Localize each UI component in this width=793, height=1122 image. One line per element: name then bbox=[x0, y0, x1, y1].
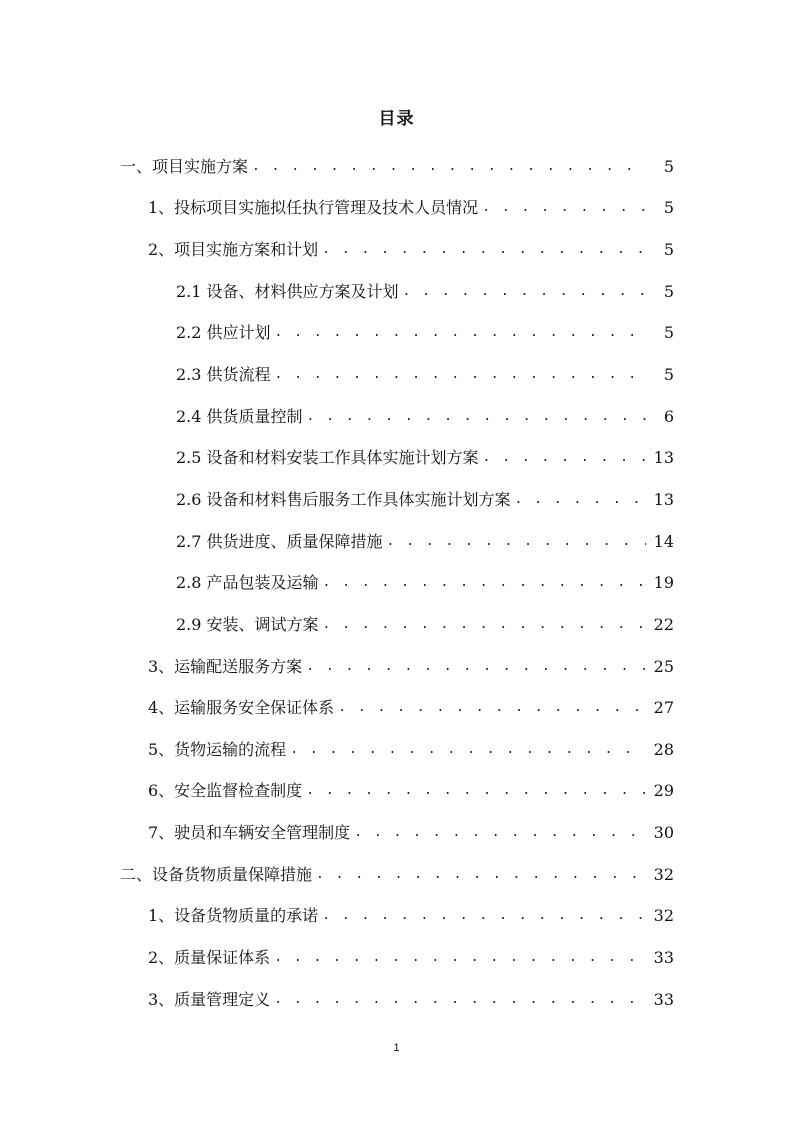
toc-entry-page: 5 bbox=[663, 198, 674, 218]
toc-entry-page: 25 bbox=[653, 656, 674, 676]
toc-entry-page: 5 bbox=[663, 323, 674, 343]
toc-entry-page: 6 bbox=[663, 406, 674, 426]
toc-entry-label: 7、驶员和车辆安全管理制度 bbox=[148, 823, 351, 843]
toc-entry[interactable] bbox=[0, 479, 793, 521]
toc-entry-label: 5、货物运输的流程 bbox=[148, 739, 287, 759]
toc-leader-dots bbox=[275, 321, 646, 345]
toc-list bbox=[0, 146, 793, 1020]
toc-leader-dots bbox=[387, 530, 646, 554]
toc-entry-label: 2.2 供应计划 bbox=[176, 323, 271, 343]
toc-entry-page: 13 bbox=[653, 448, 674, 468]
toc-entry[interactable] bbox=[0, 521, 793, 563]
toc-leader-dots bbox=[274, 988, 646, 1012]
toc-entry-page: 32 bbox=[653, 906, 674, 926]
toc-entry-page: 5 bbox=[663, 240, 674, 260]
toc-entry-label: 2.3 供货流程 bbox=[176, 365, 271, 385]
toc-entry-page: 33 bbox=[653, 947, 674, 967]
toc-entry-page: 27 bbox=[653, 698, 674, 718]
toc-entry-label: 1、设备货物质量的承诺 bbox=[148, 906, 319, 926]
toc-entry-page: 13 bbox=[653, 489, 674, 509]
toc-entry-label: 6、安全监督检查制度 bbox=[148, 781, 303, 801]
page-number: 1 bbox=[393, 1042, 400, 1054]
toc-entry-label: 2.7 供货进度、质量保障措施 bbox=[176, 531, 383, 551]
toc-leader-dots bbox=[306, 655, 646, 679]
toc-leader-dots bbox=[354, 821, 646, 845]
toc-entry[interactable] bbox=[0, 687, 793, 729]
toc-entry[interactable] bbox=[0, 812, 793, 854]
toc-leader-dots bbox=[307, 405, 646, 429]
toc-entry-label: 3、运输配送服务方案 bbox=[148, 656, 303, 676]
toc-leader-dots bbox=[403, 280, 646, 304]
toc-entry[interactable] bbox=[0, 146, 793, 188]
toc-entry-label: 二、设备货物质量保障措施 bbox=[120, 864, 313, 884]
toc-entry-label: 2.4 供货质量控制 bbox=[176, 406, 303, 426]
toc-entry-label: 2.8 产品包装及运输 bbox=[176, 573, 319, 593]
toc-entry-page: 14 bbox=[653, 531, 674, 551]
toc-entry[interactable] bbox=[0, 188, 793, 230]
toc-entry[interactable] bbox=[0, 354, 793, 396]
toc-entry-label: 2.6 设备和材料售后服务工作具体实施计划方案 bbox=[176, 489, 511, 509]
toc-entry[interactable] bbox=[0, 396, 793, 438]
toc-entry-page: 22 bbox=[653, 614, 674, 634]
toc-entry[interactable] bbox=[0, 854, 793, 896]
toc-entry-label: 2.1 设备、材料供应方案及计划 bbox=[176, 281, 399, 301]
toc-leader-dots bbox=[252, 155, 646, 179]
toc-leader-dots bbox=[322, 238, 646, 262]
toc-leader-dots bbox=[338, 696, 646, 720]
toc-entry-page: 5 bbox=[663, 281, 674, 301]
toc-leader-dots bbox=[323, 613, 646, 637]
toc-entry-page: 33 bbox=[653, 989, 674, 1009]
toc-leader-dots bbox=[290, 738, 646, 762]
toc-entry-label: 2、项目实施方案和计划 bbox=[148, 240, 319, 260]
toc-entry[interactable] bbox=[0, 729, 793, 771]
toc-leader-dots bbox=[482, 196, 646, 220]
toc-leader-dots bbox=[323, 571, 646, 595]
toc-entry-label: 2.9 安装、调试方案 bbox=[176, 614, 319, 634]
toc-entry[interactable] bbox=[0, 646, 793, 688]
toc-entry[interactable] bbox=[0, 937, 793, 979]
toc-entry-page: 28 bbox=[653, 739, 674, 759]
toc-entry-label: 4、运输服务安全保证体系 bbox=[148, 698, 335, 718]
toc-entry-page: 29 bbox=[653, 781, 674, 801]
toc-entry-page: 5 bbox=[663, 365, 674, 385]
toc-entry-page: 32 bbox=[653, 864, 674, 884]
toc-entry-label: 3、质量管理定义 bbox=[148, 989, 271, 1009]
toc-entry-label: 一、项目实施方案 bbox=[120, 156, 249, 176]
toc-leader-dots bbox=[515, 488, 646, 512]
toc-entry[interactable] bbox=[0, 562, 793, 604]
toc-entry-page: 30 bbox=[653, 823, 674, 843]
toc-entry-label: 2、质量保证体系 bbox=[148, 947, 271, 967]
toc-leader-dots bbox=[275, 363, 646, 387]
toc-leader-dots bbox=[274, 946, 646, 970]
toc-entry[interactable] bbox=[0, 896, 793, 938]
toc-leader-dots bbox=[483, 446, 646, 470]
toc-entry[interactable] bbox=[0, 979, 793, 1021]
toc-entry-label: 2.5 设备和材料安装工作具体实施计划方案 bbox=[176, 448, 479, 468]
toc-entry-page: 19 bbox=[653, 573, 674, 593]
toc-leader-dots bbox=[322, 904, 646, 928]
toc-leader-dots bbox=[306, 779, 646, 803]
toc-entry[interactable] bbox=[0, 604, 793, 646]
toc-entry[interactable] bbox=[0, 437, 793, 479]
toc-entry[interactable] bbox=[0, 229, 793, 271]
toc-leader-dots bbox=[316, 863, 646, 887]
toc-entry[interactable] bbox=[0, 271, 793, 313]
toc-entry[interactable] bbox=[0, 313, 793, 355]
toc-title: 目录 bbox=[378, 109, 415, 129]
toc-entry-label: 1、投标项目实施拟任执行管理及技术人员情况 bbox=[148, 198, 479, 218]
toc-entry[interactable] bbox=[0, 771, 793, 813]
toc-entry-page: 5 bbox=[663, 156, 674, 176]
